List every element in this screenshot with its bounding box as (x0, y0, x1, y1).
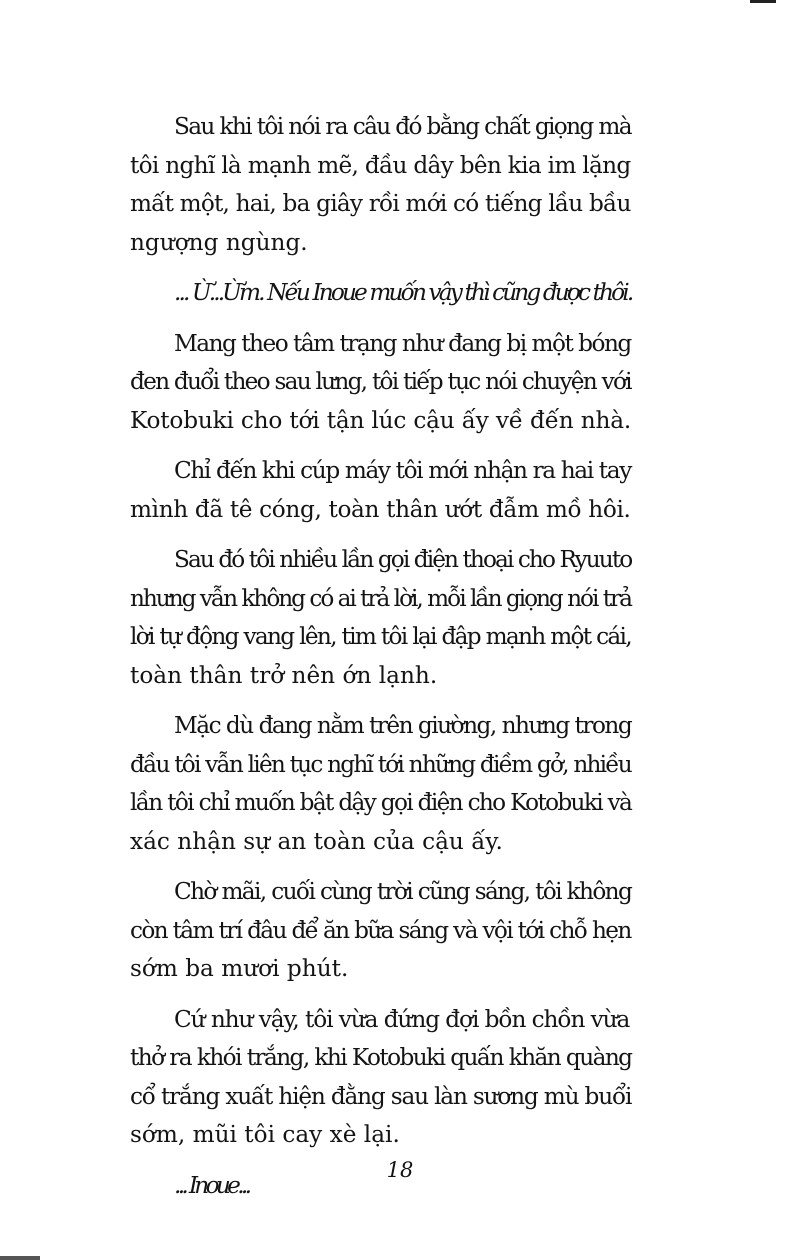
narrative-paragraph (130, 707, 675, 861)
narrative-paragraph (130, 1001, 675, 1155)
text-line: Chỉ đến khi cúp máy tôi mới nhận ra hai tay (174, 457, 631, 484)
text-line: Kotobuki cho tới tận lúc cậu ấy về đến nhà. (130, 406, 632, 434)
text-line: toàn thân trở nên ớn lạnh. (130, 661, 438, 689)
text-line: Mang theo tâm trạng như đang bị một bóng (174, 329, 631, 357)
narrative-paragraph (130, 452, 675, 529)
text-line: sớm ba mươi phút. (130, 955, 349, 982)
narrative-paragraph (130, 108, 675, 262)
text-line: mất một, hai, ba giây rồi mới có tiếng lầu bầu (130, 190, 631, 217)
text-line: ... Inoue... (174, 1171, 249, 1199)
body-text (130, 108, 675, 1217)
text-line: đen đuổi theo sau lưng, tôi tiếp tục nói chuyện với (130, 368, 631, 395)
narrative-paragraph (130, 541, 675, 695)
text-line: tôi nghĩ là mạnh mẽ, đầu dây bên kia im lặng (130, 151, 631, 179)
text-line: xác nhận sự an toàn của cậu ấy. (130, 827, 503, 855)
text-line: Sau đó tôi nhiều lần gọi điện thoại cho Ryuuto (174, 546, 632, 573)
text-line: Chờ mãi, cuối cùng trời cũng sáng, tôi không (174, 878, 632, 905)
text-line: Mặc dù đang nằm trên giường, nhưng trong (174, 712, 632, 739)
narrative-paragraph (130, 325, 675, 441)
text-line: nhưng vẫn không có ai trả lời, mỗi lần giọng nói trả (130, 584, 631, 612)
text-line: lần tôi chỉ muốn bật dậy gọi điện cho Kotobuki và (130, 789, 632, 816)
text-line: ngượng ngùng. (130, 228, 308, 256)
scan-edge-mark (750, 0, 776, 3)
text-line: còn tâm trí đâu để ăn bữa sáng và vội tới chỗ hẹn (130, 916, 631, 944)
text-line: mình đã tê cóng, toàn thân ướt đẫm mồ hôi. (130, 495, 631, 523)
text-line: thở ra khói trắng, khi Kotobuki quấn khăn quàng (130, 1044, 632, 1071)
dialogue-paragraph (130, 274, 675, 313)
scan-edge-mark (0, 1256, 40, 1260)
text-line: Sau khi tôi nói ra câu đó bằng chất giọng mà (174, 113, 631, 140)
narrative-paragraph (130, 873, 675, 989)
text-line: sớm, mũi tôi cay xè lại. (130, 1121, 400, 1148)
text-line: cổ trắng xuất hiện đằng sau làn sương mù buổi (130, 1082, 632, 1110)
text-line: Cứ như vậy, tôi vừa đứng đợi bồn chồn vừa (174, 1005, 630, 1033)
text-line: ... Ừ...Ừm. Nếu Inoue muốn vậy thì cũng được thôi. (174, 279, 632, 306)
text-line: lời tự động vang lên, tim tôi lại đập mạnh một cái, (130, 623, 631, 650)
page-number: 18 (386, 1158, 414, 1182)
text-line: đầu tôi vẫn liên tục nghĩ tới những điềm gở, nhiều (130, 750, 631, 778)
